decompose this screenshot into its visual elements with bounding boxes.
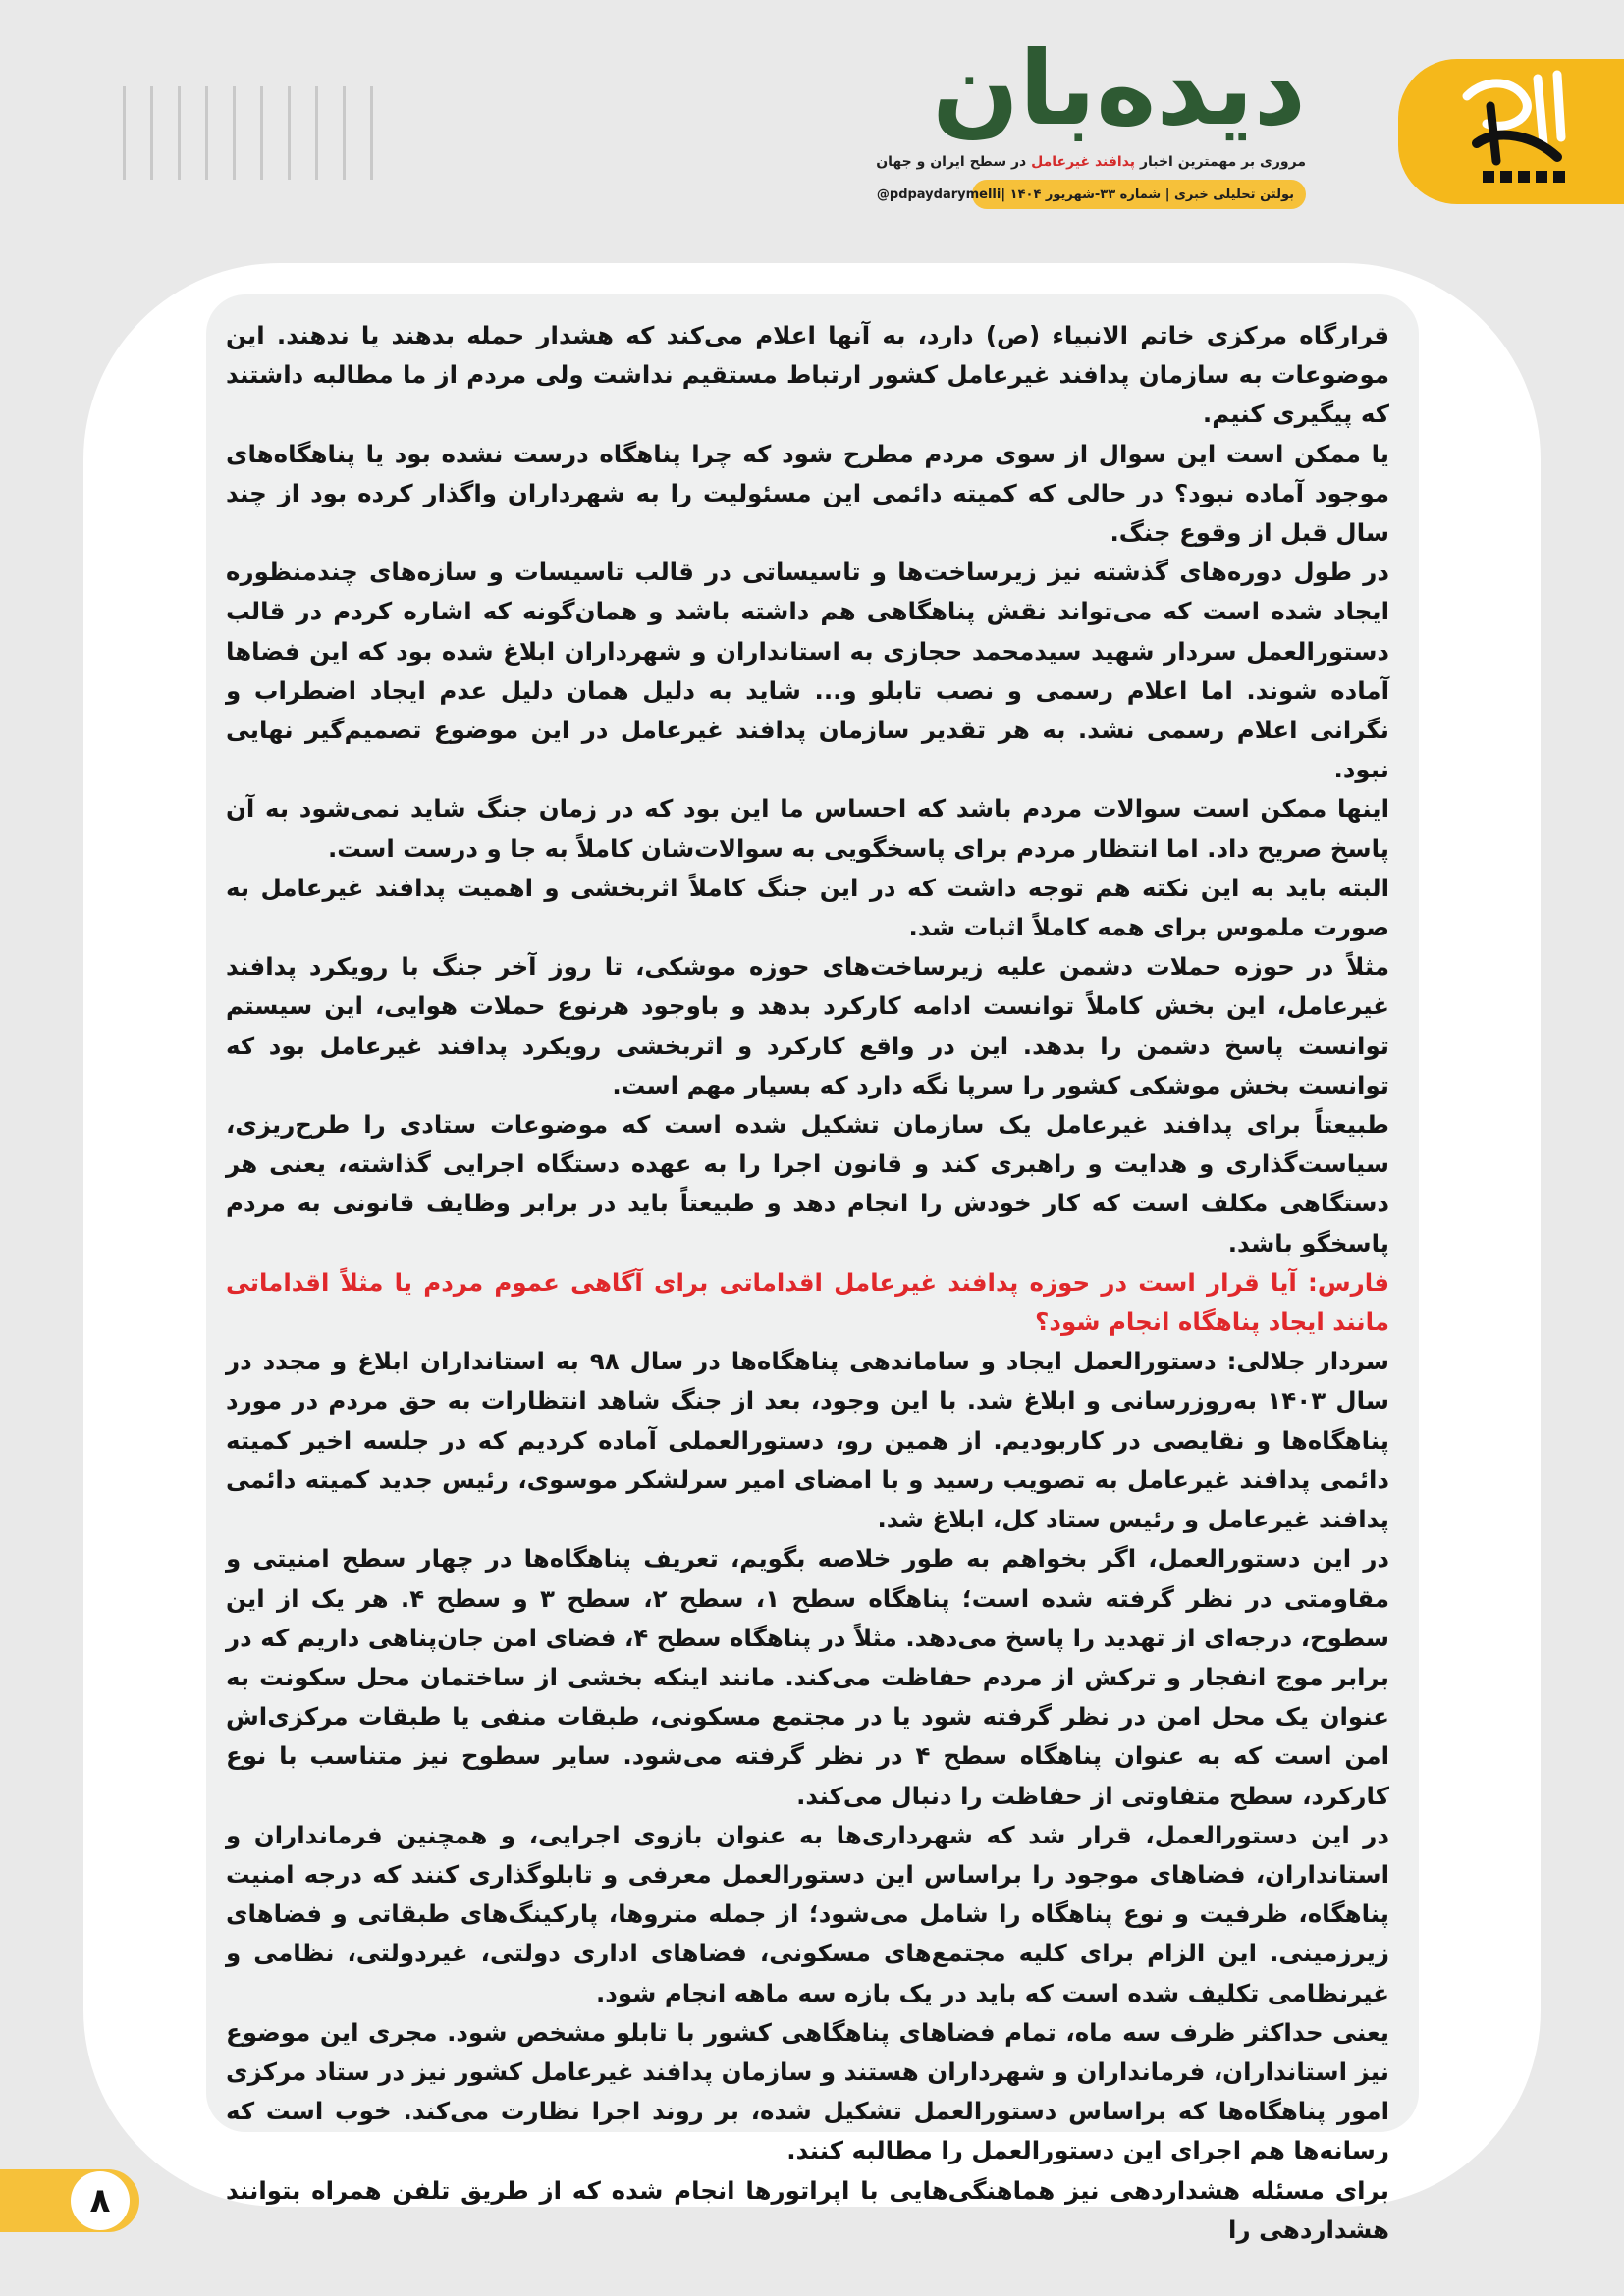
article-paragraph: در طول دوره‌های گذشته نیز زیرساخت‌ها و تاسیساتی در قالب تاسیسات و سازه‌های چندمنظوره ایجاد شده است که می‌تواند نقش پناهگاهی هم داشته باشد و همان‌گونه که اشاره کردم در قالب دستورالعمل سردار شهید سیدمحمد حجازی به استانداران و شهرداران ابلاغ شده بود که این فضاها آماده شوند. اما اعلام رسمی و نصب تابلو و... شاید به دلیل همان دلیل عدم ایجاد اضطراب و نگرانی اعلام رسمی نشد. به هر تقدیر سازمان پدافند غیرعامل در این موضوع تصمیم‌گیر نهایی نبود. [226,558,1389,784]
tagline-highlight: پدافند غیرعامل [1031,154,1136,170]
social-handle: @pdpaydarymelli [876,187,1001,202]
logo-calligraphy-icon [1447,67,1585,196]
article-paragraph: یا ممکن است این سوال از سوی مردم مطرح شود که چرا پناهگاه درست نشده بود یا پناهگاه‌های موجود آماده نبود؟ در حالی که کمیته دائمی این مسئولیت را به شهرداران واگذار کرده بود از چند سال قبل از وقوع جنگ. [226,439,1389,548]
article-paragraph: طبیعتاً برای پدافند غیرعامل یک سازمان تشکیل شده است که موضوعات ستادی را طرح‌ریزی، سیاست‌گذاری و هدایت و راهبری کند و قانون اجرا را به عهده دستگاه اجرایی گذاشته، یعنی هر دستگاهی مکلف است که کار خودش را انجام دهد و طبیعتاً باید در برابر وظایف قانونی به مردم پاسخگو باشد. [226,1110,1389,1257]
bulletin-info-bar [876,180,1306,209]
tagline-after: در سطح ایران و جهان [876,154,1027,170]
article-paragraph: مثلاً در حوزه حملات دشمن علیه زیرساخت‌های حوزه موشکی، تا روز آخر جنگ با رویکرد پدافند غیرعامل، این بخش کاملاً توانست ادامه کارکرد بدهد و باوجود هرنوع حملات هوایی، این سیستم توانست پاسخ دشمن را بدهد. این در واقع کارکرد و اثربخشی رویکرد پدافند غیرعامل بود که توانست بخش موشکی کشور را سرپا نگه دارد که بسیار مهم است. [226,952,1389,1099]
article-paragraph: اینها ممکن است سوالات مردم باشد که احساس ما این بود که در زمان جنگ شاید نمی‌شود به آن پاسخ صریح داد. اما انتظار مردم برای پاسخگویی به سوالات‌شان کاملاً به جا و درست است. [226,794,1389,863]
article-body [226,316,1389,2250]
interview-question: فارس: آیا قرار است در حوزه پدافند غیرعامل اقداماتی برای آگاهی عموم مردم یا مثلاً اقداماتی مانند ایجاد پناهگاه انجام شود؟ [226,1267,1389,1337]
page-header [0,0,1624,226]
article-paragraph: قرارگاه مرکزی خاتم الانبیاء (ص) دارد، به آنها اعلام می‌کند که هشدار حمله بدهند یا ندهند. این موضوعات به سازمان پدافند غیرعامل کشور ارتباط مستقیم نداشت ولی مردم از ما مطالبه داشتند که پیگیری کنیم. [226,321,1389,429]
article-paragraph: البته باید به این نکته هم توجه داشت که در این جنگ کاملاً اثربخشی و اهمیت پدافند غیرعامل به صورت ملموس برای همه کاملاً اثبات شد. [226,873,1389,942]
article-paragraph: سردار جلالی: دستورالعمل ایجاد و ساماندهی پناهگاه‌ها در سال ۹۸ به استانداران ابلاغ و مجدد در سال ۱۴۰۳ به‌روزرسانی و ابلاغ شد. با این وجود، بعد از جنگ شاهد انتظارات به حق مردم در مورد پناهگاه‌ها و نقایصی در کاربودیم. از همین رو، دستورالعملی آماده کردیم که در جلسه اخیر کمیته دائمی پدافند غیرعامل به تصویب رسید و با امضای امیر سرلشکر موسوی، رئیس جدید کمیته دائمی پدافند غیرعامل و رئیس ستاد کل، ابلاغ شد. [226,1347,1390,1534]
decorative-stripes [123,86,388,180]
article-paragraph: برای مسئله هشداردهی نیز هماهنگی‌هایی با اپراتورها انجام شده که از طریق تلفن همراه بتوانند هشداردهی را [226,2175,1389,2244]
masthead [876,25,1306,211]
masthead-tagline [876,154,1306,170]
tagline-before: مروری بر مهمترین اخبار [1139,154,1306,170]
article-paragraph: در این دستورالعمل، قرار شد که شهرداری‌ها به عنوان بازوی اجرایی، و همچنین فرمانداران و استانداران، فضاهای موجود را براساس این دستورالعمل معرفی و تابلوگذاری کنند که درجه امنیت پناهگاه، ظرفیت و نوع پناهگاه را شامل می‌شود؛ از جمله متروها، پارکینگ‌های طبقاتی و فضاهای زیرزمینی. این الزام برای کلیه مجتمع‌های مسکونی، فضاهای اداری دولتی، غیردولتی، نظامی و غیرنظامی تکلیف شده است که باید در یک بازه سه ماهه انجام شود. [226,1820,1389,2007]
bulletin-info: بولتن تحلیلی خبری | شماره ۳۳-شهریور ۱۴۰۴ | [1001,187,1294,202]
masthead-wordmark: دیده‌بان [932,28,1306,148]
article-paragraph: در این دستورالعمل، اگر بخواهم به طور خلاصه بگویم، تعریف پناهگاه‌ها در چهار سطح امنیتی و مقاومتی در نظر گرفته شده است؛ پناهگاه سطح ۱، سطح ۲، سطح ۳ و سطح ۴. هر یک از این سطوح، درجه‌ای از تهدید را پاسخ می‌دهد. مثلاً در پناهگاه سطح ۴، فضای امن جان‌پناهی داریم که در برابر موج انفجار و ترکش از مردم حفاظت می‌کند. مانند اینکه بخشی از ساختمان محل سکونت به عنوان یک محل امن در نظر گرفته شود یا در مجتمع مسکونی، طبقات منفی یا طبقات مرکزی‌اش امن است که به عنوان پناهگاه سطح ۴ در نظر گرفته می‌شود. سایر سطوح نیز متناسب با نوع کارکرد، سطح متفاوتی از حفاظت را دنبال می‌کند. [226,1544,1390,1810]
article-paragraph: یعنی حداکثر ظرف سه ماه، تمام فضاهای پناهگاهی کشور با تابلو مشخص شود. مجری این موضوع نیز استانداران، فرمانداران و شهرداران هستند و سازمان پدافند غیرعامل کشور نیز در ستاد مرکزی امور پناهگاه‌ها که براساس دستورالعمل تشکیل شده، بر روند اجرا نظارت می‌کند. خوب است که رسانه‌ها هم اجرای این دستورالعمل را مطالبه کنند. [226,2017,1389,2165]
page-number: ۸ [71,2171,130,2230]
paydari-melli-logo [1398,59,1624,204]
